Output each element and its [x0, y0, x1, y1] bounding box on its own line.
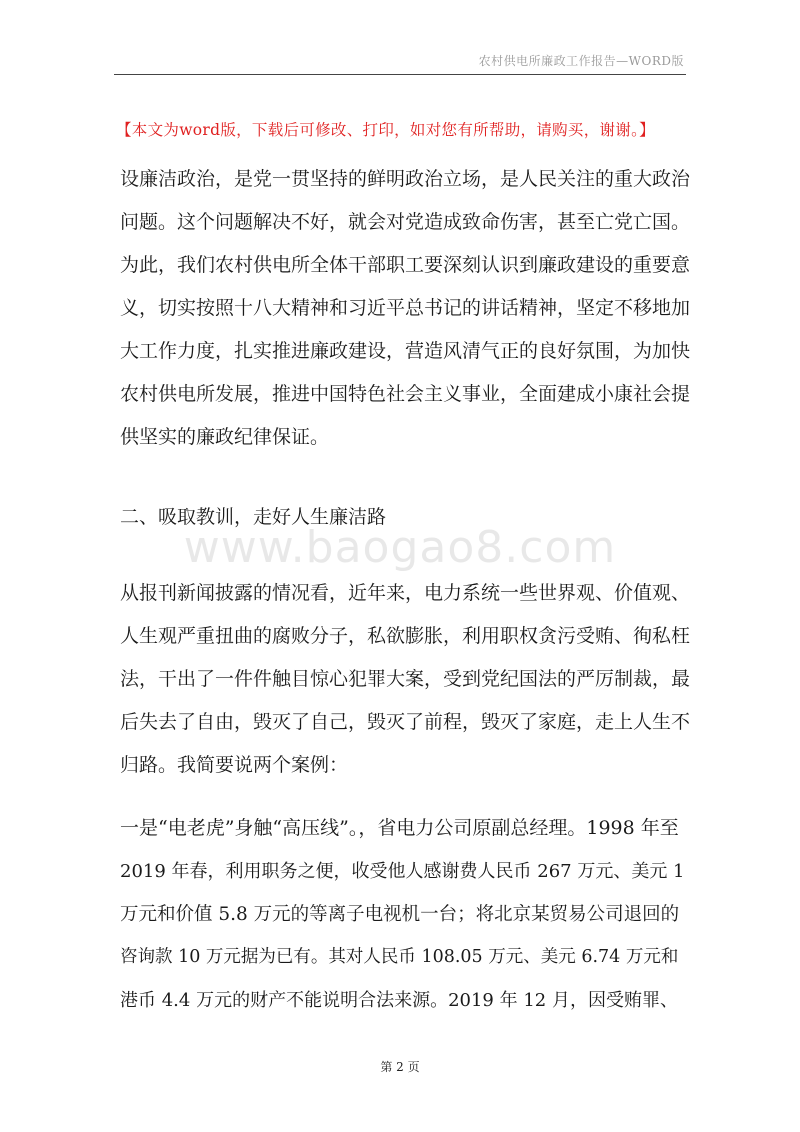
- watermark: www.baogao8.com: [183, 522, 617, 573]
- section-heading-2: [120, 496, 690, 539]
- document-header-title: 农村供电所廉政工作报告—WORD版: [478, 54, 684, 68]
- heading-text: 二、吸取教训，走好人生廉洁路: [120, 506, 387, 528]
- paragraph-line: 问题。这个问题解决不好，就会对党造成致命伤害，甚至亡党亡国。: [120, 211, 691, 233]
- paragraph-line: 从报刊新闻披露的情况看，近年来，电力系统一些世界观、价值观、: [120, 582, 691, 604]
- paragraph-line: 归路。我简要说两个案例：: [120, 754, 349, 776]
- paragraph-4: [120, 807, 690, 1022]
- purchase-notice: 【本文为word版，下载后可修改、打印，如对您有所帮助，请购买，谢谢。】: [116, 121, 655, 139]
- header-divider: [114, 74, 686, 75]
- paragraph-line: 2019 年春，利用职务之便，收受他人感谢费人民币 267 万元、美元 1: [120, 861, 685, 882]
- paragraph-line: 为此，我们农村供电所全体干部职工要深刻认识到廉政建设的重要意: [120, 254, 691, 276]
- paragraph-line: 一是“电老虎”身触“高压线”。，省电力公司原副总经理。1998 年至: [120, 817, 679, 839]
- paragraph-1: [120, 158, 690, 459]
- paragraph-line: 港币 4.4 万元的财产不能说明合法来源。2019 年 12 月，因受贿罪、: [120, 990, 678, 1011]
- paragraph-line: 人生观严重扭曲的腐败分子，私欲膨胀，利用职权贪污受贿、徇私枉: [120, 625, 691, 647]
- paragraph-line: 咨询款 10 万元据为已有。其对人民币 108.05 万元、美元 6.74 万元和: [120, 947, 679, 967]
- paragraph-line: 后失去了自由，毁灭了自己，毁灭了前程，毁灭了家庭，走上人生不: [120, 711, 691, 733]
- paragraph-line: 万元和价值 5.8 万元的等离子电视机一台；将北京某贸易公司退回的: [120, 904, 680, 925]
- paragraph-line: 设廉洁政治，是党一贯坚持的鲜明政治立场，是人民关注的重大政治: [120, 168, 691, 190]
- paragraph-line: 农村供电所发展，推进中国特色社会主义事业，全面建成小康社会提: [120, 383, 691, 405]
- paragraph-line: 义，切实按照十八大精神和习近平总书记的讲话精神，坚定不移地加: [120, 297, 691, 319]
- page-number: 第 2 页: [380, 1060, 420, 1074]
- paragraph-3: [120, 572, 690, 787]
- paragraph-line: 法，干出了一件件触目惊心犯罪大案，受到党纪国法的严厉制裁，最: [120, 668, 691, 690]
- paragraph-line: 供坚实的廉政纪律保证。: [120, 426, 330, 448]
- paragraph-line: 大工作力度，扎实推进廉政建设，营造风清气正的良好氛围，为加快: [120, 340, 691, 362]
